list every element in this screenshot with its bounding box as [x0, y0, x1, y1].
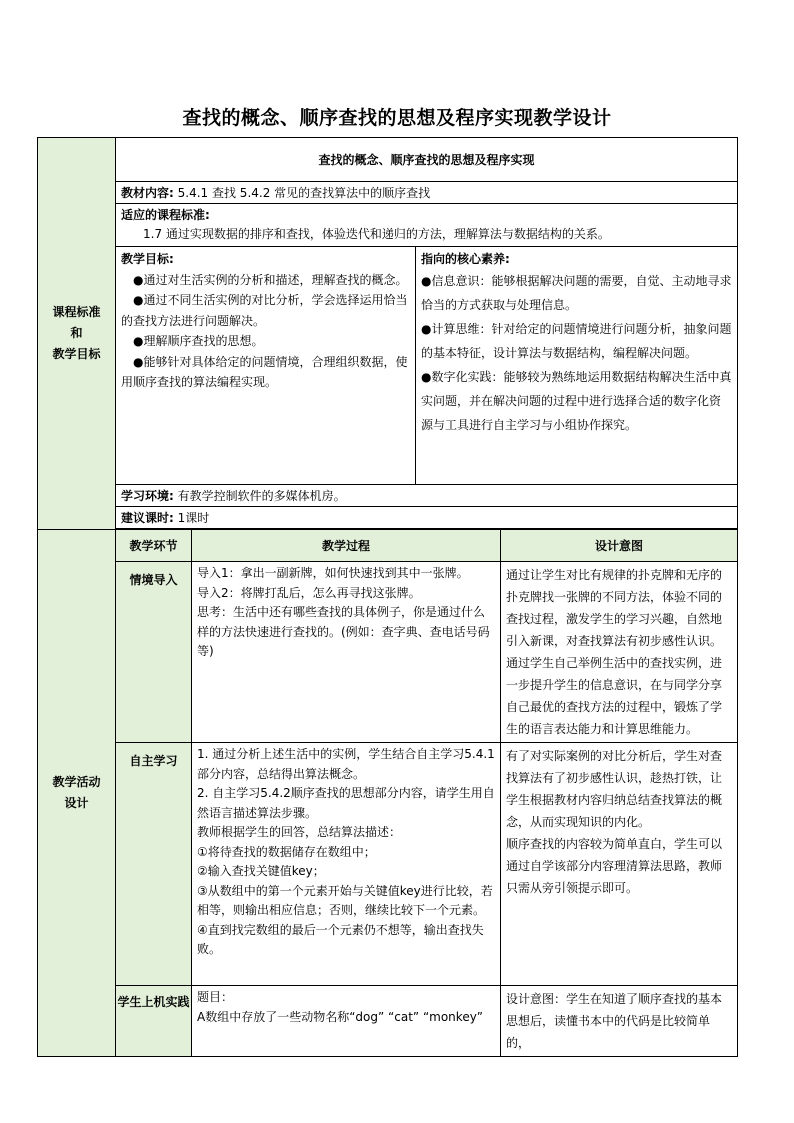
- intent-cell: [501, 743, 738, 986]
- process-cell: [192, 986, 501, 1057]
- process-line: A数组中存放了一些动物名称“dog” “cat” “monkey”: [197, 1009, 484, 1024]
- core-literacy-cell: [416, 247, 738, 485]
- process-line: ②输入查找关键值key；: [197, 864, 325, 878]
- stage-label: 学生上机实践: [116, 986, 192, 1057]
- intent-cell: [501, 986, 738, 1057]
- stage-label: 情境导入: [116, 562, 192, 743]
- side-label-line: 课程标准: [52, 305, 101, 319]
- goals-label: 教学目标:: [121, 252, 174, 266]
- goal-item: ●通过对生活实例的分析和描述，理解查找的概念。: [133, 272, 408, 287]
- section-label-standards-goals: [38, 138, 116, 530]
- material-label: 教材内容:: [121, 186, 174, 200]
- side-label-line: 设计: [64, 796, 89, 810]
- material-value: 5.4.1 查找 5.4.2 常见的查找算法中的顺序查找: [177, 186, 431, 200]
- document-title: 查找的概念、顺序查找的思想及程序实现教学设计: [182, 107, 612, 129]
- goal-item: ●理解顺序查找的思想。: [133, 334, 264, 348]
- goal-item: ●能够针对具体给定的问题情境，合理组织数据，使用顺序查找的算法编程实现。: [121, 354, 408, 389]
- header-stage: 教学环节: [116, 530, 192, 562]
- process-line: 教师根据学生的回答，总结算法描述：: [197, 825, 402, 839]
- process-line: 思考：生活中还有哪些查找的具体例子，你是通过什么样的方法快速进行查找的。(例如：查字典、查电话号码等): [197, 605, 490, 658]
- standard-row: [116, 204, 738, 247]
- core-item: ●信息意识：能够根据解决问题的需要，自觉、主动地寻求恰当的方式获取与处理信息。: [421, 274, 732, 312]
- process-cell: [192, 562, 501, 743]
- intent-line: 通过让学生对比有规律的扑克牌和无序的扑克牌找一张牌的不同方法，体验不同的查找过程，激发学生的学习兴趣，自然地引入新课，对查找算法有初步感性认识。: [506, 568, 723, 648]
- process-line: 1. 通过分析上述生活中的实例，学生结合自主学习5.4.1部分内容，总结得出算法概念。: [197, 747, 495, 781]
- process-line: ①将待查找的数据储存在数组中；: [197, 844, 376, 859]
- side-label-line: 教学活动: [52, 775, 101, 789]
- process-line: 2. 自主学习5.4.2顺序查找的思想部分内容，请学生用自然语言描述算法步骤。: [197, 786, 495, 820]
- process-line: ③从数组中的第一个元素开始与关键值key进行比较，若相等，则输出相应信息；否则，继续比较下一个元素。: [197, 883, 493, 917]
- hours-row: [116, 507, 738, 529]
- core-label: 指向的核心素养:: [421, 252, 510, 266]
- process-cell: [192, 743, 501, 986]
- header-process: 教学过程: [192, 530, 501, 562]
- intent-line: 设计意图：学生在知道了顺序查找的基本思想后，读懂书本中的代码是比较简单的，: [506, 992, 723, 1050]
- lesson-title: 查找的概念、顺序查找的思想及程序实现: [116, 138, 738, 182]
- goal-item: ●通过不同生活实例的对比分析，学会选择运用恰当的查找方法进行问题解决。: [121, 293, 408, 328]
- intent-line: 有了对实际案例的对比分析后，学生对查找算法有了初步感性认识，趁热打铁，让学生根据教材内容归纳总结查找算法的概念，从而实现知识的内化。: [506, 749, 723, 829]
- lesson-plan-table: [37, 137, 738, 1057]
- standard-value: 1.7 通过实现数据的排序和查找，体验迭代和递归的方法，理解算法与数据结构的关系。: [143, 227, 610, 241]
- intent-line: 顺序查找的内容较为简单直白，学生可以通过自学该部分内容理清算法思路，教师只需从旁引领提示即可。: [506, 837, 723, 895]
- stage-label: 自主学习: [116, 743, 192, 986]
- intent-cell: [501, 562, 738, 743]
- side-label-line: 教学目标: [52, 347, 101, 361]
- core-item: ●数字化实践：能够较为熟练地运用数据结构解决生活中真实问题，并在解决问题的过程中进行选择合适的数字化资源与工具进行自主学习与小组协作探究。: [421, 370, 732, 432]
- hours-label: 建议课时:: [121, 511, 174, 525]
- process-line: ④直到找完数组的最后一个元素仍不想等，输出查找失败。: [197, 922, 484, 956]
- material-row: [116, 182, 738, 204]
- environment-row: [116, 485, 738, 507]
- header-intent: 设计意图: [501, 530, 738, 562]
- environment-value: 有教学控制软件的多媒体机房。: [177, 489, 346, 503]
- teaching-goals-cell: [116, 247, 416, 485]
- intent-line: 通过学生自己举例生活中的查找实例，进一步提升学生的信息意识，在与同学分享自己最优的查找方法的过程中，锻炼了学生的语言表达能力和计算思维能力。: [506, 656, 723, 736]
- process-line: 题目：: [197, 990, 234, 1004]
- process-line: 导入2：将牌打乱后，怎么再寻找这张牌。: [197, 585, 421, 600]
- side-label-line: 和: [70, 326, 83, 340]
- hours-value: 1课时: [177, 511, 210, 525]
- section-label-activities: [38, 530, 116, 1057]
- environment-label: 学习环境:: [121, 489, 174, 503]
- standard-label: 适应的课程标准:: [121, 208, 210, 222]
- core-item: ●计算思维：针对给定的问题情境进行问题分析，抽象问题的基本特征，设计算法与数据结构，编程解决问题。: [421, 322, 732, 360]
- process-line: 导入1：拿出一副新牌，如何快速找到其中一张牌。: [197, 566, 469, 580]
